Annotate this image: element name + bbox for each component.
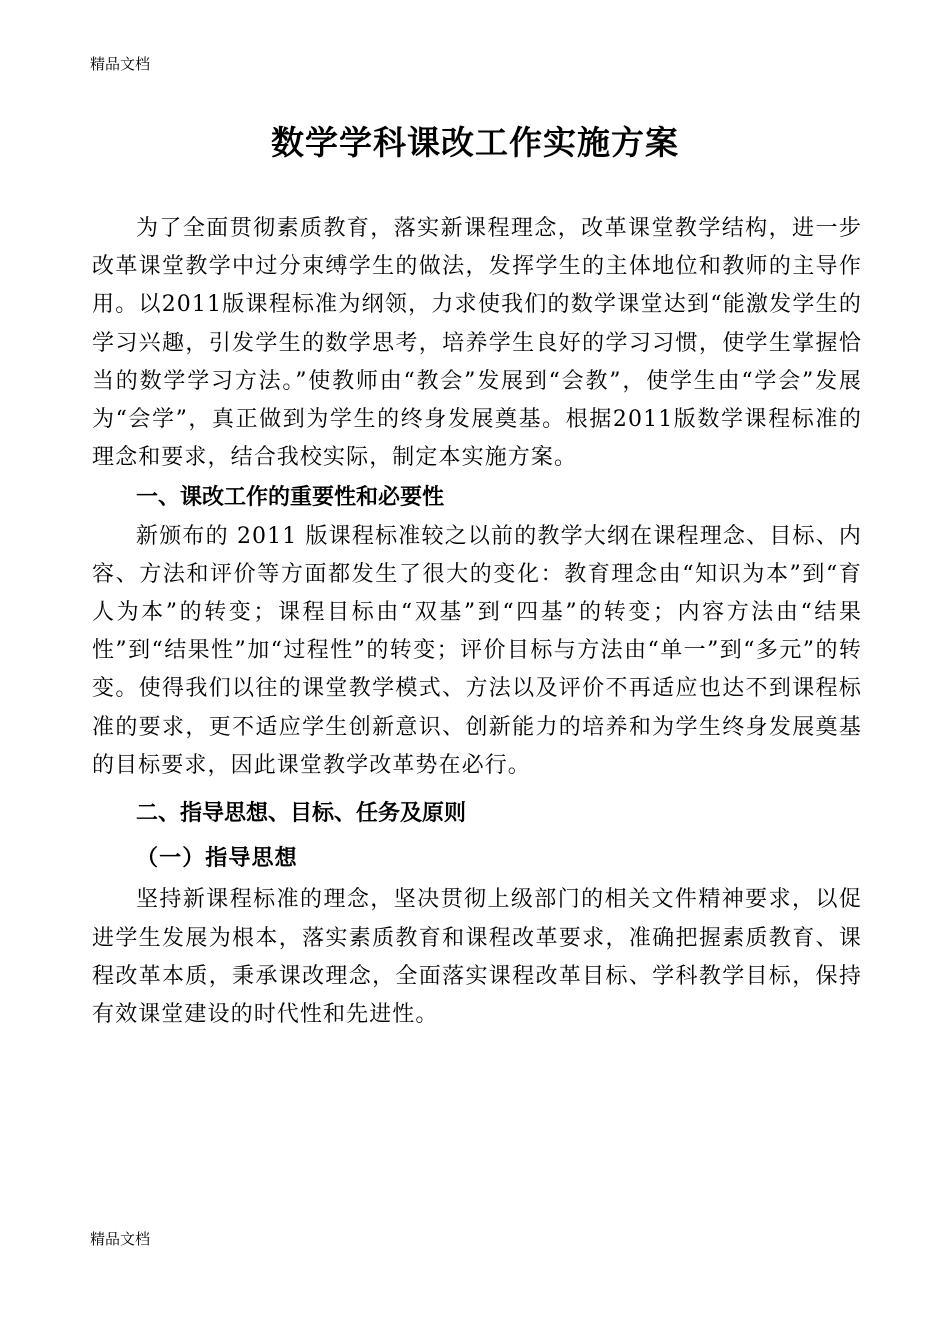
section-2-subheading-1: （一）指导思想 <box>136 845 298 872</box>
section-1-paragraph: 新颁布的 2011 版课程标准较之以前的教学大纲在课程理念、目标、内容、方法和评价等方面都发生了很大的变化：教育理念由“知识为本”到“育人为本”的转变；课程目标由“双基”到“四基”的转变；内容方法由“结果性”到“结果性”加“过程性”的转变；评价目标与方法由“单一”到“多元”的转变。使得我们以往的课堂教学模式、方法以及评价不再适应也达不到课程标准的要求，更不适应学生创新意识、创新能力的培养和为学生终身发展奠基的目标要求，因此课堂教学改革势在必行。 <box>92 523 862 778</box>
page-header-label: 精品文档 <box>90 55 151 73</box>
section-1-heading: 一、课改工作的重要性和必要性 <box>136 485 445 511</box>
document-title: 数学学科课改工作实施方案 <box>271 123 679 162</box>
intro-paragraph: 为了全面贯彻素质教育，落实新课程理念，改革课堂教学结构，进一步改革课堂教学中过分束缚学生的做法，发挥学生的主体地位和教师的主导作用。以2011版课程标准为纲领，力求使我们的数学课堂达到“能激发学生的学习兴趣，引发学生的数学思考，培养学生良好的学习习惯，使学生掌握恰当的数学学习方法。”使教师由“教会”发展到“会教”，使学生由“学会”发展为“会学”，真正做到为学生的终身发展奠基。根据2011版数学课程标准的理念和要求，结合我校实际，制定本实施方案。 <box>92 216 862 471</box>
document-body <box>92 210 862 1034</box>
page-footer-label: 精品文档 <box>90 1230 151 1248</box>
section-2-heading: 二、指导思想、目标、任务及原则 <box>136 801 467 827</box>
section-2-sub-1-paragraph: 坚持新课程标准的理念，坚决贯彻上级部门的相关文件精神要求，以促进学生发展为根本，落实素质教育和课程改革要求，准确把握素质教育、课程改革本质，秉承课改理念，全面落实课程改革目标、学科教学目标，保持有效课堂建设的时代性和先进性。 <box>92 887 862 1028</box>
